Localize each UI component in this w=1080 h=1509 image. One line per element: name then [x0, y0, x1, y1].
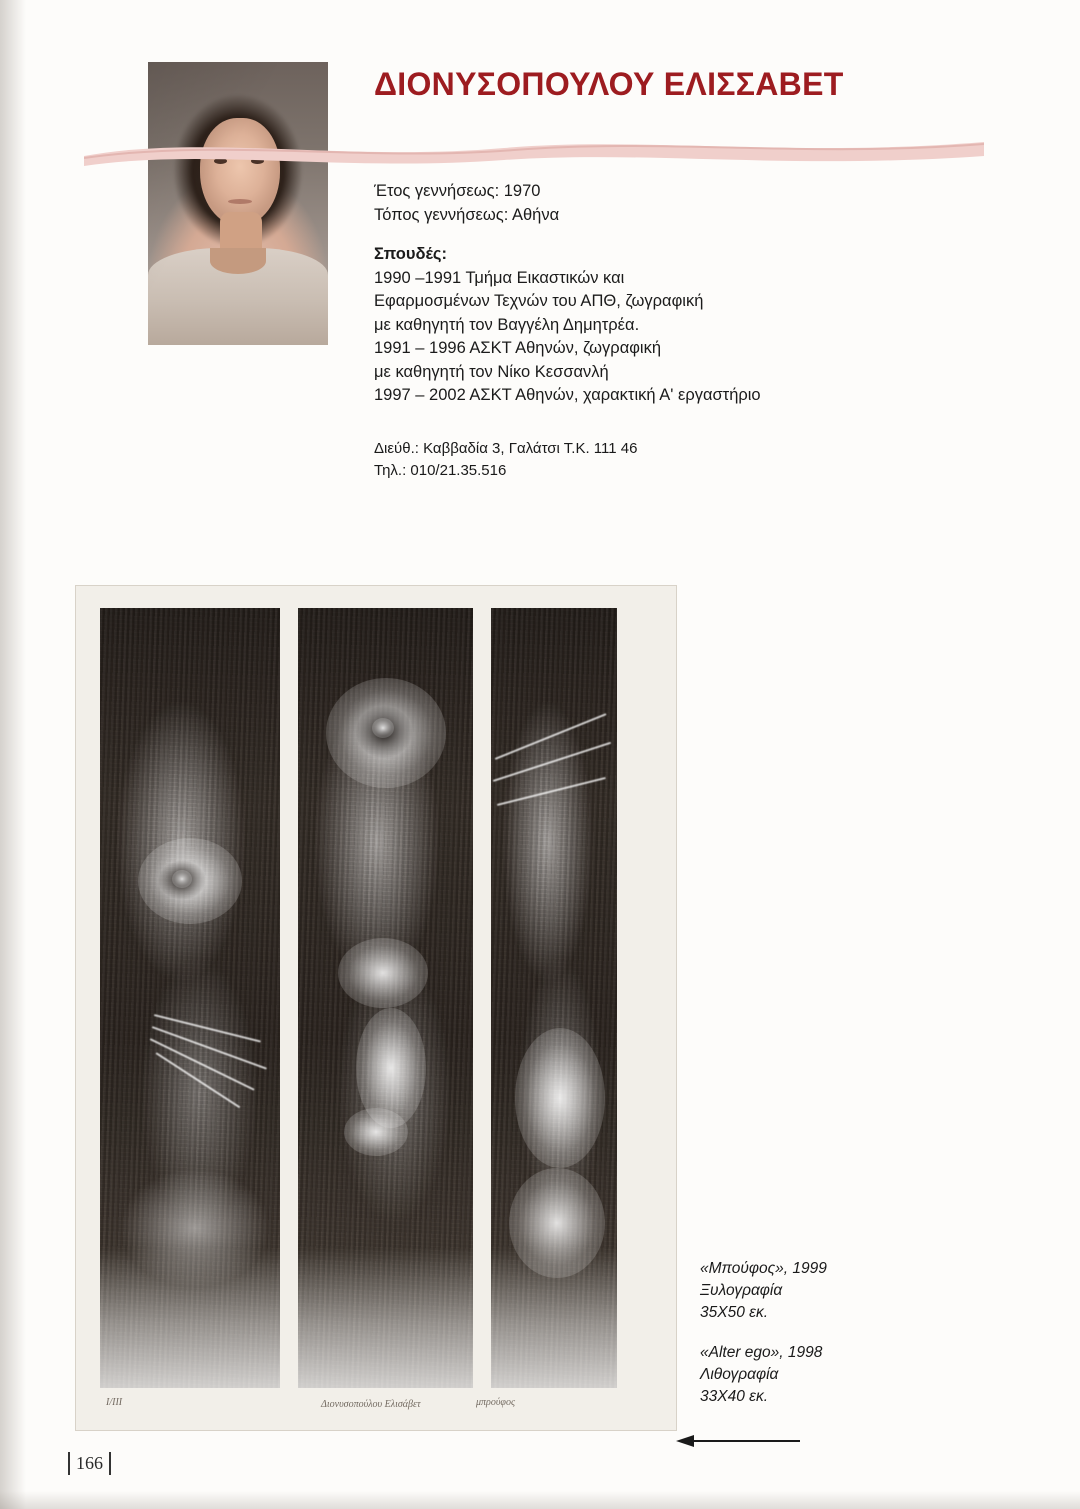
artist-bio	[374, 180, 934, 408]
artwork-eye-glint	[372, 718, 394, 738]
artwork-eye-glint	[172, 870, 192, 888]
caption-technique-1: Ξυλογραφία	[700, 1282, 783, 1299]
studies-label: Σπουδές:	[374, 245, 448, 263]
page-edge-shadow-left	[0, 0, 26, 1509]
birth-year: Έτος γεννήσεως: 1970	[374, 182, 541, 200]
artwork-panel-left	[100, 608, 280, 1388]
caption-title-1: «Μπούφος», 1999	[700, 1260, 827, 1277]
caption-dimensions-2: 33Χ40 εκ.	[700, 1388, 768, 1405]
artwork-panel-center	[298, 608, 473, 1388]
page-edge-shadow-bottom	[0, 1491, 1080, 1509]
birth-place: Τόπος γεννήσεως: Αθήνα	[374, 205, 560, 224]
artwork-highlight	[515, 1028, 605, 1168]
artwork-bottom-fade	[298, 1248, 473, 1388]
studies-line-3: με καθηγητή τον Βαγγέλη Δημητρέα.	[374, 315, 640, 334]
caption-pointer-arrow-icon	[676, 1434, 800, 1448]
caption-group-1	[700, 1258, 827, 1324]
studies-line-6: 1997 – 2002 ΑΣΚΤ Αθηνών, χαρακτική Α' εργαστήριο	[374, 386, 761, 404]
artwork-image	[76, 586, 676, 1430]
studies-line-2: Εφαρμοσμένων Τεχνών του ΑΠΘ, ζωγραφική	[374, 292, 704, 310]
artwork-signature: Διονυσοπούλου Ελισάβετ	[321, 1399, 421, 1410]
caption-technique-2: Λιθογραφία	[700, 1366, 779, 1383]
portrait-shading	[148, 62, 328, 345]
artist-portrait-photo	[148, 62, 328, 345]
artwork-panel-right	[491, 608, 617, 1388]
artwork-highlight	[344, 1108, 408, 1156]
studies-line-1: 1990 –1991 Τμήμα Εικαστικών και	[374, 268, 625, 287]
artist-name-heading: ΔΙΟΝΥΣΟΠΟΥΛΟΥ ΕΛΙΣΣΑΒΕΤ	[374, 66, 844, 102]
artwork-highlight	[338, 938, 428, 1008]
artwork-edition-mark: I/III	[106, 1397, 123, 1408]
caption-dimensions-1: 35Χ50 εκ.	[700, 1304, 768, 1321]
artwork-bottom-fade	[100, 1248, 280, 1388]
artwork-title-mark: μπρούφος	[476, 1397, 516, 1408]
artist-contact	[374, 438, 934, 482]
studies-line-5: με καθηγητή τον Νίκο Κεσσανλή	[374, 362, 609, 381]
caption-title-2: «Alter ego», 1998	[700, 1344, 823, 1361]
caption-group-2	[700, 1342, 827, 1408]
studies-line-4: 1991 – 1996 ΑΣΚΤ Αθηνών, ζωγραφική	[374, 339, 662, 357]
address: Διεύθ.: Καββαδία 3, Γαλάτσι Τ.Κ. 111 46	[374, 440, 638, 457]
artwork-bottom-fade	[491, 1248, 617, 1388]
phone: Τηλ.: 010/21.35.516	[374, 462, 507, 479]
page-number: 166	[68, 1452, 111, 1475]
spacer	[374, 227, 934, 243]
artwork-captions	[700, 1258, 827, 1426]
